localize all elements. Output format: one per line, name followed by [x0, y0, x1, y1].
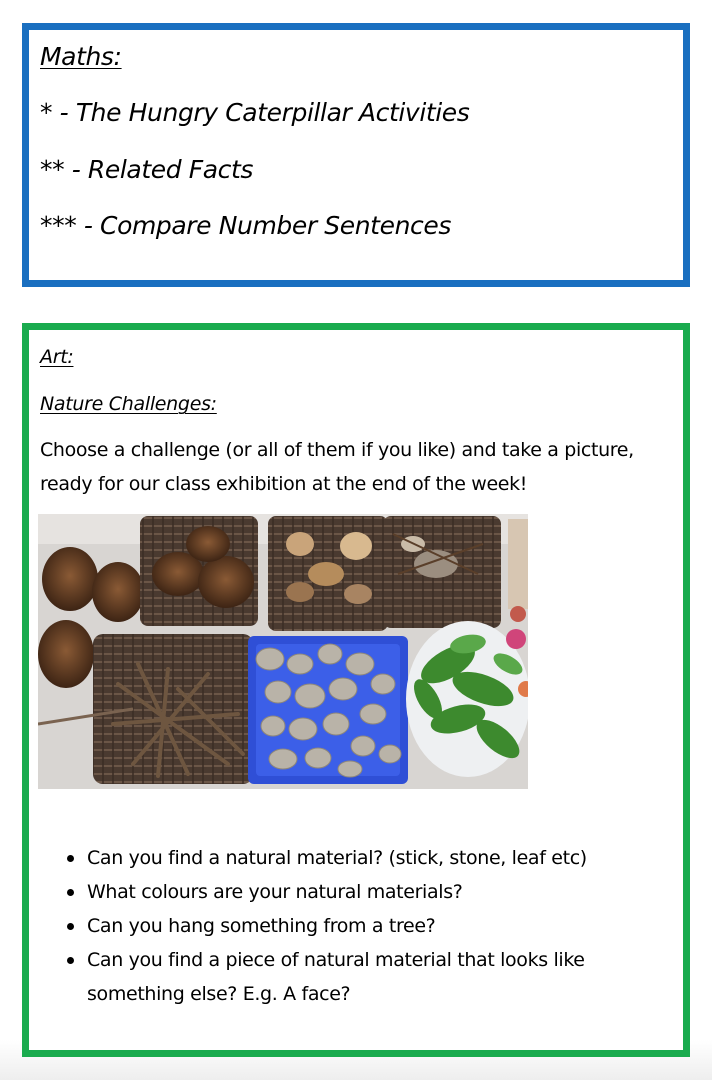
maths-heading: Maths: [40, 42, 122, 71]
bullet-icon [67, 957, 74, 964]
bullet-icon [67, 855, 74, 862]
maths-panel [22, 23, 690, 287]
challenge-list [87, 841, 667, 1011]
art-heading: Art: [40, 346, 74, 368]
list-item: Can you find a natural material? (stick, stone, leaf etc) [87, 841, 667, 875]
list-item: What colours are your natural materials? [87, 875, 667, 909]
bullet-icon [67, 889, 74, 896]
maths-item-2: ** - Related Facts [40, 155, 254, 184]
art-intro: Choose a challenge (or all of them if you like) and take a picture, ready for our class exhibition at the end of the week! [40, 439, 634, 495]
bullet-icon [67, 923, 74, 930]
list-item: Can you hang something from a tree? [87, 909, 667, 943]
nature-materials-photo [38, 514, 528, 789]
list-item: Can you find a piece of natural material that looks like something else? E.g. A face? [87, 943, 667, 1011]
art-subheading: Nature Challenges: [40, 393, 217, 415]
maths-item-1: * - The Hungry Caterpillar Activities [40, 98, 470, 127]
art-panel [22, 323, 690, 1057]
maths-item-3: *** - Compare Number Sentences [40, 211, 451, 240]
